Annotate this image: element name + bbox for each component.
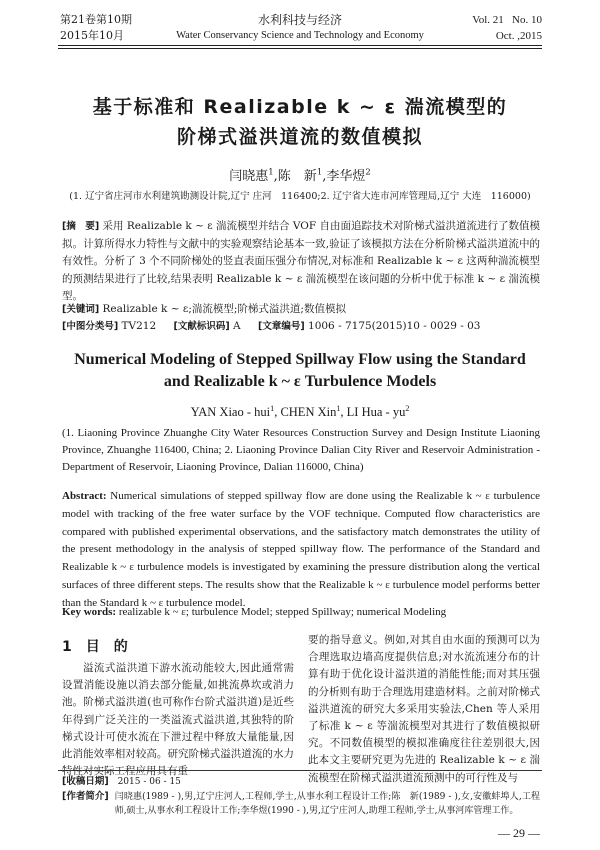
keywords-zh-label: [关键词] xyxy=(62,304,100,315)
author-zh-1-sup: 1 xyxy=(268,166,274,177)
header-date: 2015年10月 xyxy=(60,29,124,42)
title-en-line1: Numerical Modeling of Stepped Spillway Flow using the Standard xyxy=(74,351,526,368)
abstract-en-text: Numerical simulations of stepped spillway flow are done using the Realizable k ~ ε turbulence model with tracking of the free water surface by the VOF technique. Computed flow characteristics are compared with published experimental observations, and the satisfactory match demonstrates the utility of the present methodology in the analysis of stepped spillway flow. The performance of the Standard and Realizable k ~ ε turbulence models is investigated by examining the pressure distribution along the vertical surfaces of three different steps. The results show that the Realizable k ~ ε turbulence model performs better than the Standard k ~ ε turbulence model. xyxy=(62,490,540,609)
clc-value: TV212 xyxy=(121,320,157,332)
authors-en: YAN Xiao - hui$^1$, CHEN Xin$^1$, LI Hua - $yu^2$ xyxy=(190,404,410,420)
abstract-zh-text: 采用 Realizable k ~ ε 湍流模型并结合 VOF 自由面追踪技术对阶梯式溢洪道流进行了数值模拟。计算所得水力特性与文献中的实验观察结论基本一致,验证了该模拟方法在分析阶梯式溢洪道流中的有效性。分析了 3 个不同阶梯处的竖直表面压强分布情况,对标准和 Realizable k ~ ε 这两种湍流模型的预测结果进行了比较,结果表明 Realizable k ~ ε 湍流模型在该问题的分析中优于标准 k ~ ε 湍流模型。 xyxy=(62,220,540,302)
author-en-1: YAN Xiao - hui xyxy=(190,405,271,420)
author-en-3-sup: 2 xyxy=(405,404,410,413)
authors-zh: 闫晓惠$^1$,陈 新$^1$,李华煜$^2$ xyxy=(229,166,371,184)
section-body-left: 溢流式溢洪道下游水流动能较大,因此通常需设置消能设施以消去部分能量,如挑流鼻坎或消力池。阶梯式溢洪道(也可称作台阶式溢洪道)是近些年得到广泛关注的一类溢流式溢洪道,其独特的阶梯式设计可使水流在下泄过程中释放大量能量,因此消能效率相对较高。研究阶梯式溢洪道流的水力特性对实际工程应用具有重 xyxy=(62,662,294,778)
header-month: Oct. ,2015 xyxy=(495,30,542,42)
page-number: — 29 — xyxy=(498,826,540,840)
section-heading: 1 目 的 xyxy=(62,639,128,655)
keywords-zh xyxy=(62,301,540,319)
header-rule xyxy=(58,45,542,46)
keywords-en xyxy=(62,604,540,622)
doc-code-label: [文献标识码] xyxy=(173,321,230,332)
author-zh-1: 闫晓惠 xyxy=(229,169,269,184)
abstract-en-label: Abstract: xyxy=(62,490,107,502)
received-date: 2015 - 06 - 15 xyxy=(117,777,181,787)
footnote-received xyxy=(62,775,540,789)
abstract-en xyxy=(62,488,540,613)
header-volume: 第21卷第10期 xyxy=(60,13,132,26)
section-body-right: 要的指导意义。例如,对其自由水面的预测可以为合理选取边墙高度提供信息;对水流流速分布的计算有助于优化设计溢洪道的消能性能;而对其压强的分析则有助于合理选用建造材料。之前对阶梯式溢洪道流的研究大多采用实验法,Chen 等人采用了标准 k ~ ε 等湍流模型对其进行了数值模拟研究。不同数值模型的模拟准确度往往差别很大,因此本文主要研究更为先进的 Realizable k ~ ε 湍流模型在阶梯式溢洪道流预测中的可行性及与 xyxy=(308,634,540,784)
article-no-value: 1006 - 7175(2015)10 - 0029 - 03 xyxy=(308,320,481,332)
bio-label: [作者简介] xyxy=(62,791,109,802)
clc-label: [中图分类号] xyxy=(62,321,119,332)
title-zh-line1: 基于标准和 Realizable k ~ ε 湍流模型的 xyxy=(92,96,508,118)
article-no-label: [文章编号] xyxy=(257,321,305,332)
author-en-2: CHEN Xin xyxy=(280,405,337,420)
affiliation-zh: (1. 辽宁省庄河市水利建筑勘测设计院,辽宁 庄河 116400;2. 辽宁省大连市河库管理局,辽宁 大连 116000) xyxy=(69,191,531,202)
author-zh-2: 陈 新 xyxy=(277,169,317,184)
header-vol-no: Vol. 21 No. 10 xyxy=(472,14,542,26)
author-en-3: LI Hua - yu xyxy=(346,405,406,420)
header-journal-zh: 水利科技与经济 xyxy=(257,13,342,27)
author-en-1-sup: 1 xyxy=(270,404,275,413)
affiliation-en: (1. Liaoning Province Zhuanghe City Water Resources Construction Survey and Design Institute Liaoning Province, Zhuanghe 116400, China; 2. Liaoning Province Dalian City River and Reservoir Administration - Department of Reservoir, Liaoning Province, Dalian 116000, China) xyxy=(62,427,540,473)
keywords-zh-text: Realizable k ~ ε;湍流模型;阶梯式溢洪道;数值模拟 xyxy=(102,303,346,315)
header-rule-thin xyxy=(58,48,542,49)
keywords-en-label: Key words: xyxy=(62,606,117,618)
title-en-line2: and Realizable k ~ ε Turbulence Models xyxy=(163,373,437,390)
author-en-2-sup: 1 xyxy=(336,404,341,413)
doc-code-value: A xyxy=(233,320,241,332)
abstract-zh xyxy=(62,218,540,306)
bio-text: 闫晓惠(1989 - ),男,辽宁庄河人,工程师,学士,从事水利工程设计工作;陈 新(1989 - ),女,安徽蚌埠人,工程师,硕士,从事水利工程设计工作;李华煜(1990 - ),男,辽宁庄河人,助理工程师,学士,从事河库管理工作。 xyxy=(114,792,540,816)
classification-zh xyxy=(62,318,540,336)
abstract-zh-label: [摘 要] xyxy=(62,221,100,232)
header-journal-en: Water Conservancy Science and Technology and Economy xyxy=(176,30,424,41)
footnote-bio xyxy=(62,790,540,818)
title-zh-line2: 阶梯式溢洪道流的数值模拟 xyxy=(176,126,423,148)
author-zh-3: 李华煜 xyxy=(326,169,366,184)
keywords-en-text: realizable k ~ ε; turbulence Model; stepped Spillway; numerical Modeling xyxy=(118,606,447,618)
author-zh-3-sup: 2 xyxy=(365,166,371,177)
author-zh-2-sup: 1 xyxy=(316,166,323,177)
received-label: [收稿日期] xyxy=(62,776,109,787)
footnote-rule xyxy=(58,770,542,771)
